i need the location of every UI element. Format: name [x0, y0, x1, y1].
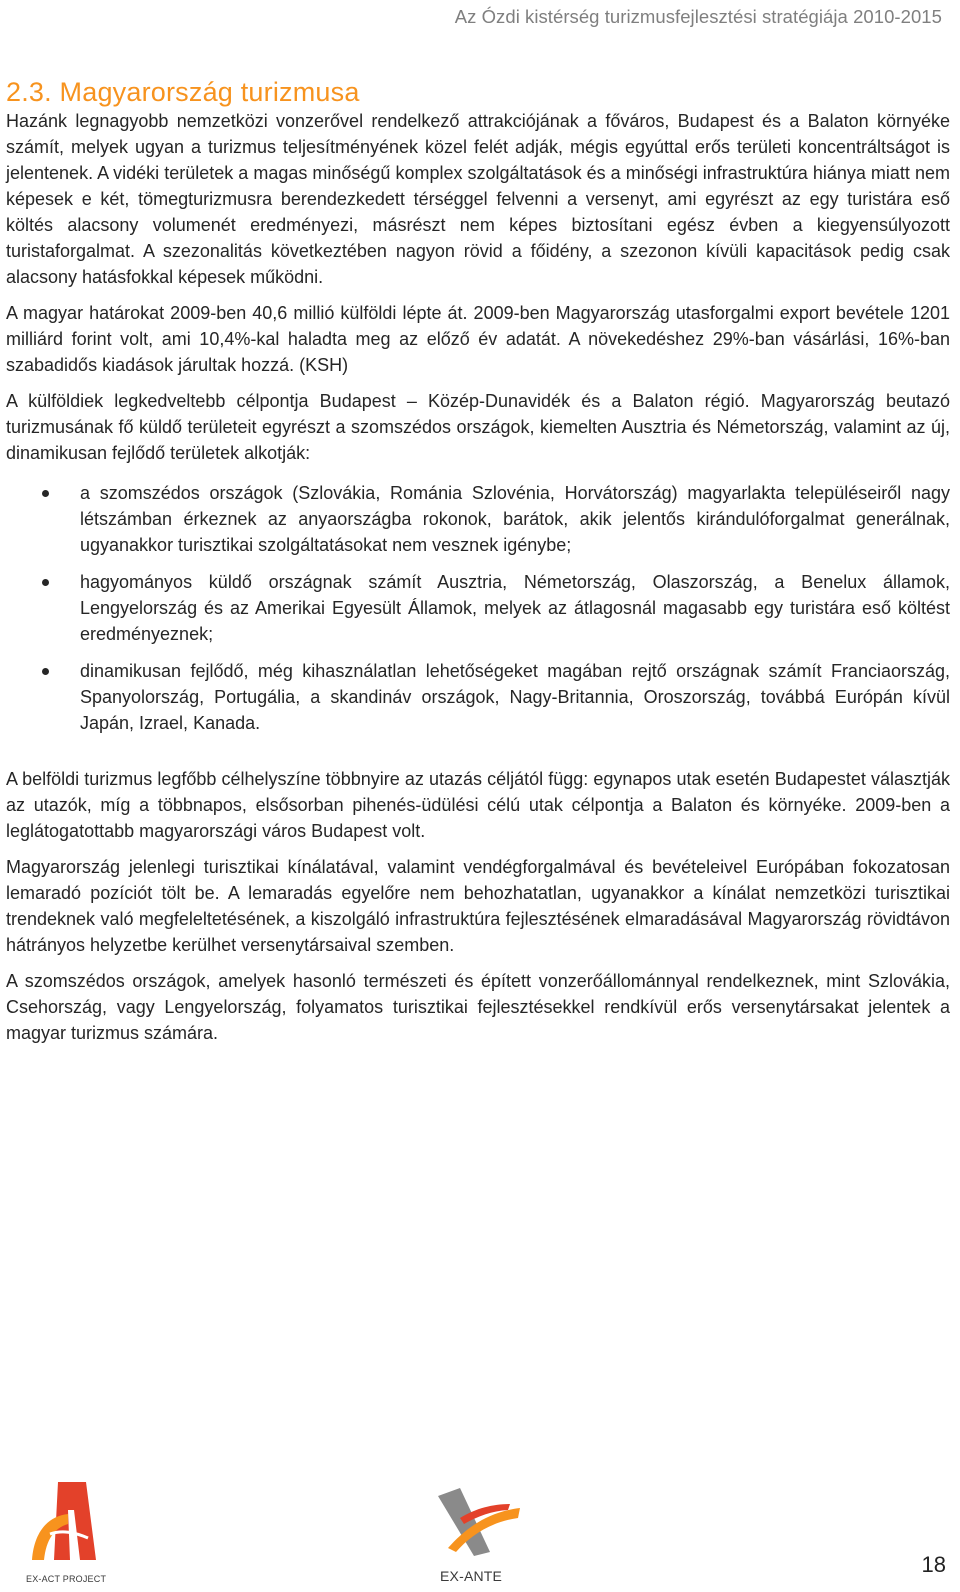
- source-markets-list: [6, 480, 950, 736]
- logo-right-caption: EX-ANTE: [440, 1568, 503, 1584]
- list-item: [6, 480, 950, 558]
- document-body: [6, 76, 950, 1056]
- list-item-text: a szomszédos országok (Szlovákia, Románia Szlovénia, Horvátország) magyarlakta településeiről nagy létszámban érkeznek az anyaországba rokonok, barátok, akik jelentős kirándulóforgalmat generálnak, ugyanakkor turisztikai szolgáltatásokat nem vesznek igénybe;: [80, 483, 950, 555]
- list-item-text: dinamikusan fejlődő, még kihasználatlan lehetőségeket magában rejtő országnak számít Franciaország, Spanyolország, Portugália, a skandináv országok, Nagy-Britannia, Oroszország, továbbá Európán kívül Japán, Izrael, Kanada.: [80, 661, 950, 733]
- paragraph-intro: Hazánk legnagyobb nemzetközi vonzerővel rendelkező attrakciójának a főváros, Budapest és a Balaton környéke számít, melyek ugyan a turizmus teljesítményének közel felét adják, mégis egyúttal erős területi koncentráltságot is jelentenek. A vidéki területek a magas minőségű komplex szolgáltatások és a minőségi infrastruktúra hiánya miatt nem képesek e két, tömegturizmusra berendezkedett térséggel felvenni a versenyt, ami egyrészt az egy turistára eső költés alacsony volumenét eredményezi, másrészt nem képes biztosítani egész évben a kiegyensúlyozott turistaforgalmat. A szezonalitás következtében nagyon rövid a főidény, a szezonon kívüli kapacitások pedig csak alacsony hatásfokkal képesek működni.: [6, 111, 950, 287]
- page-number: 18: [921, 1552, 946, 1577]
- list-item-text: hagyományos küldő országnak számít Ausztria, Németország, Olaszország, a Benelux államok, Lengyelország és az Amerikai Egyesült Államok, melyek az átlagosnál magasabb egy turistára eső költést eredményeznek;: [80, 572, 950, 644]
- ex-ante-logo: [430, 1478, 526, 1584]
- bullet-icon: [42, 490, 49, 497]
- paragraph-competitors: A szomszédos országok, amelyek hasonló természeti és épített vonzerőállománnyal rendelkeznek, mint Szlovákia, Csehország, vagy Lengyelország, folyamatos turisztikai fejlesztésekkel rendkívül erős versenytársakat jelentek a magyar turizmus számára.: [6, 971, 950, 1043]
- section-title: 2.3. Magyarország turizmusa: [6, 77, 360, 107]
- bullet-icon: [42, 579, 49, 586]
- list-item: [6, 658, 950, 736]
- running-header: Az Ózdi kistérség turizmusfejlesztési stratégiája 2010-2015: [454, 6, 942, 27]
- paragraph-domestic-tourism: A belföldi turizmus legfőbb célhelyszíne többnyire az utazás céljától függ: egynapos utak esetén Budapestet választják az utazók, míg a többnapos, elsősorban pihenés-üdülési célú utak célpontja a Balaton és környéke. 2009-ben a leglátogatottabb magyarországi város Budapest volt.: [6, 769, 950, 841]
- exact-logo-icon: [24, 1476, 104, 1568]
- exact-project-logo: [24, 1476, 107, 1584]
- paragraph-european-position: Magyarország jelenlegi turisztikai kínálatával, valamint vendégforgalmával és bevételeivel Európában fokozatosan lemaradó pozíciót tölt be. A lemaradás egyelőre nem behozhatatlan, ugyanakkor a kínálat nemzetközi turisztikai trendeknek való megfeleltetésének, a kiszolgáló infrastruktúra fejlesztésének elmaradásával Magyarország rövidtávon hátrányos helyzetbe kerülhet versenytársaival szemben.: [6, 857, 950, 955]
- ex-ante-logo-icon: [430, 1478, 526, 1562]
- logo-left-caption: EX-ACT PROJECT: [26, 1574, 107, 1584]
- list-item: [6, 569, 950, 647]
- bullet-icon: [42, 668, 49, 675]
- paragraph-source-markets: A külföldiek legkedveltebb célpontja Budapest – Közép-Dunavidék és a Balaton régió. Magyarország beutazó turizmusának fő küldő területeit egyrészt a szomszédos országok, kiemelten Ausztria és Németország, valamint az új, dinamikusan fejlődő területek alkotják:: [6, 391, 950, 463]
- paragraph-statistics: A magyar határokat 2009-ben 40,6 millió külföldi lépte át. 2009-ben Magyarország utasforgalmi export bevétele 1201 milliárd forint volt, ami 10,4%-kal haladta meg az előző év adatát. A növekedéshez 29%-ban vásárlási, 16%-ban szabadidős kiadások járultak hozzá. (KSH): [6, 303, 950, 375]
